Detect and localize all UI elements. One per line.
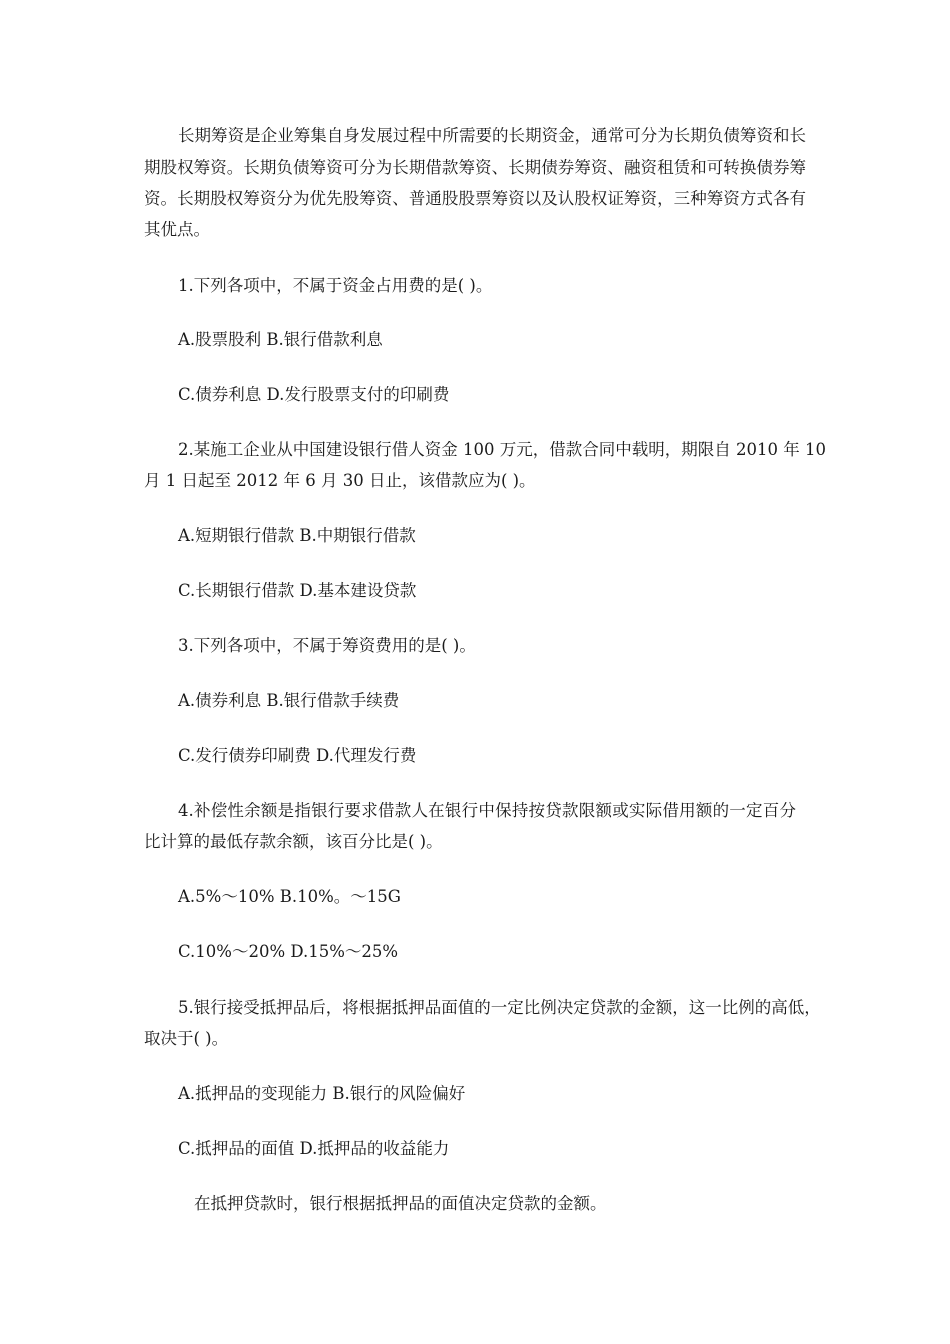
question-option: C.发行债券印刷费 D.代理发行费 [178,746,417,765]
question-stem: 取决于( )。 [144,1029,229,1048]
question-option: C.抵押品的面值 D.抵押品的收益能力 [178,1139,450,1158]
intro-line: 其优点。 [144,220,210,239]
question-option: C.10%～20% D.15%～25% [178,942,399,961]
question-option: A.债券利息 B.银行借款手续费 [178,691,400,710]
question-option: A.抵押品的变现能力 B.银行的风险偏好 [178,1084,466,1103]
question-option: A.短期银行借款 B.中期银行借款 [178,526,416,545]
question-stem: 月 1 日起至 2012 年 6 月 30 日止，该借款应为( )。 [144,471,536,490]
question-stem: 比计算的最低存款余额，该百分比是( )。 [144,832,443,851]
question-stem: 5.银行接受抵押品后，将根据抵押品面值的一定比例决定贷款的金额，这一比例的高低， [178,998,821,1017]
closing-note: 在抵押贷款时，银行根据抵押品的面值决定贷款的金额。 [194,1194,607,1213]
question-option: C.长期银行借款 D.基本建设贷款 [178,581,417,600]
question-stem: 3.下列各项中，不属于筹资费用的是( )。 [178,636,476,655]
question-stem: 1.下列各项中，不属于资金占用费的是( )。 [178,276,493,295]
question-option: A.股票股利 B.银行借款利息 [178,330,383,349]
question-option: A.5%～10% B.10%。～15G [178,887,401,906]
question-stem: 2.某施工企业从中国建设银行借人资金 100 万元，借款合同中载明，期限自 2010 年 10 [178,440,826,459]
question-stem: 4.补偿性余额是指银行要求借款人在银行中保持按贷款限额或实际借用额的一定百分 [178,801,796,820]
question-option: C.债券利息 D.发行股票支付的印刷费 [178,385,450,404]
intro-line: 长期筹资是企业筹集自身发展过程中所需要的长期资金，通常可分为长期负债筹资和长 [178,126,806,145]
intro-line: 资。长期股权筹资分为优先股筹资、普通股股票筹资以及认股权证筹资，三种筹资方式各有 [144,189,806,208]
intro-line: 期股权筹资。长期负债筹资可分为长期借款筹资、长期债券筹资、融资租赁和可转换债券筹 [144,158,806,177]
